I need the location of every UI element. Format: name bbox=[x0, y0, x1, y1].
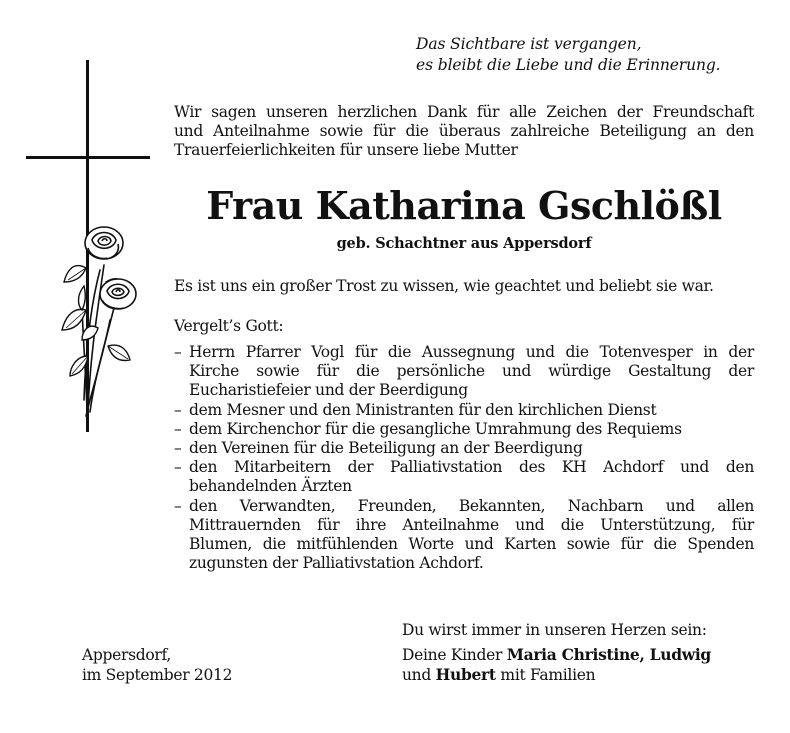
motto-line: Das Sichtbare ist vergangen, bbox=[416, 35, 642, 53]
list-item-line: Herrn Pfarrer Vogl für die Aussegnung und die Totenvesper in der bbox=[189, 343, 754, 361]
list-item bbox=[174, 401, 754, 420]
comfort-sentence: Es ist uns ein großer Trost zu wissen, wie geachtet und beliebt sie war. bbox=[174, 277, 714, 295]
intro-line: und Anteilnahme sowie für die überaus zahlreiche Beteiligung an den bbox=[174, 122, 754, 141]
dash: – bbox=[174, 400, 182, 419]
children-name: Hubert bbox=[435, 665, 496, 684]
motto-line: es bleibt die Liebe und die Erinnerung. bbox=[416, 56, 721, 74]
list-item-line: den Mitarbeitern der Palliativstation des KH Achdorf und den bbox=[189, 458, 754, 477]
list-item-line: Blumen, die mitfühlenden Worte und Karten sowie für die Spenden bbox=[189, 535, 754, 554]
closing-heart: Du wirst immer in unseren Herzen sein: bbox=[402, 621, 707, 639]
list-item-line: Eucharistiefeier und der Beerdigung bbox=[189, 381, 468, 400]
thanks-list bbox=[174, 343, 754, 573]
list-item-line: dem Mesner und den Ministranten für den kirchlichen Dienst bbox=[189, 400, 657, 419]
dash: – bbox=[174, 458, 182, 477]
children-names: Maria Christine, Ludwig bbox=[506, 645, 711, 664]
list-item bbox=[174, 458, 754, 496]
intro-line: Trauerfeierlichkeiten für unsere liebe Mutter bbox=[174, 141, 518, 160]
dash: – bbox=[174, 439, 182, 458]
dash: – bbox=[174, 343, 182, 361]
intro-line: Wir sagen unseren herzlichen Dank für alle Zeichen der Freundschaft bbox=[174, 103, 754, 121]
maiden-name: geb. Schachtner aus Appersdorf bbox=[336, 235, 592, 252]
motto bbox=[416, 34, 721, 76]
dash: – bbox=[174, 496, 182, 515]
list-item bbox=[174, 343, 754, 401]
list-item-line: zugunsten der Palliativstation Achdorf. bbox=[189, 554, 484, 573]
list-item-line: den Verwandten, Freunden, Bekannten, Nachbarn und allen bbox=[189, 496, 754, 515]
signature-children bbox=[402, 645, 711, 685]
cross-with-roses-icon bbox=[26, 60, 150, 440]
list-item bbox=[174, 420, 754, 439]
list-item bbox=[174, 439, 754, 458]
place-date bbox=[82, 645, 232, 685]
intro-text bbox=[174, 103, 754, 161]
date: im September 2012 bbox=[82, 666, 233, 684]
list-item-line: den Vereinen für die Beteiligung an der Beerdigung bbox=[189, 439, 583, 458]
children-prefix: Deine Kinder bbox=[402, 646, 503, 664]
list-item-line: behandelnden Ärzten bbox=[189, 477, 352, 496]
children-and: und bbox=[402, 666, 431, 684]
list-item-line: Mittrauernden für ihre Anteilnahme und die Unterstützung, für bbox=[189, 515, 754, 534]
children-suffix: mit Familien bbox=[500, 666, 596, 684]
list-item-line: Kirche sowie für die persönliche und würdige Gestaltung der bbox=[189, 362, 754, 381]
list-item bbox=[174, 497, 754, 574]
vergelts-heading: Vergelt’s Gott: bbox=[174, 317, 284, 335]
place: Appersdorf, bbox=[82, 646, 172, 664]
dash: – bbox=[174, 419, 182, 438]
list-item-line: dem Kirchenchor für die gesangliche Umrahmung des Requiems bbox=[189, 419, 682, 438]
deceased-name: Frau Katharina Gschlößl bbox=[206, 183, 722, 228]
